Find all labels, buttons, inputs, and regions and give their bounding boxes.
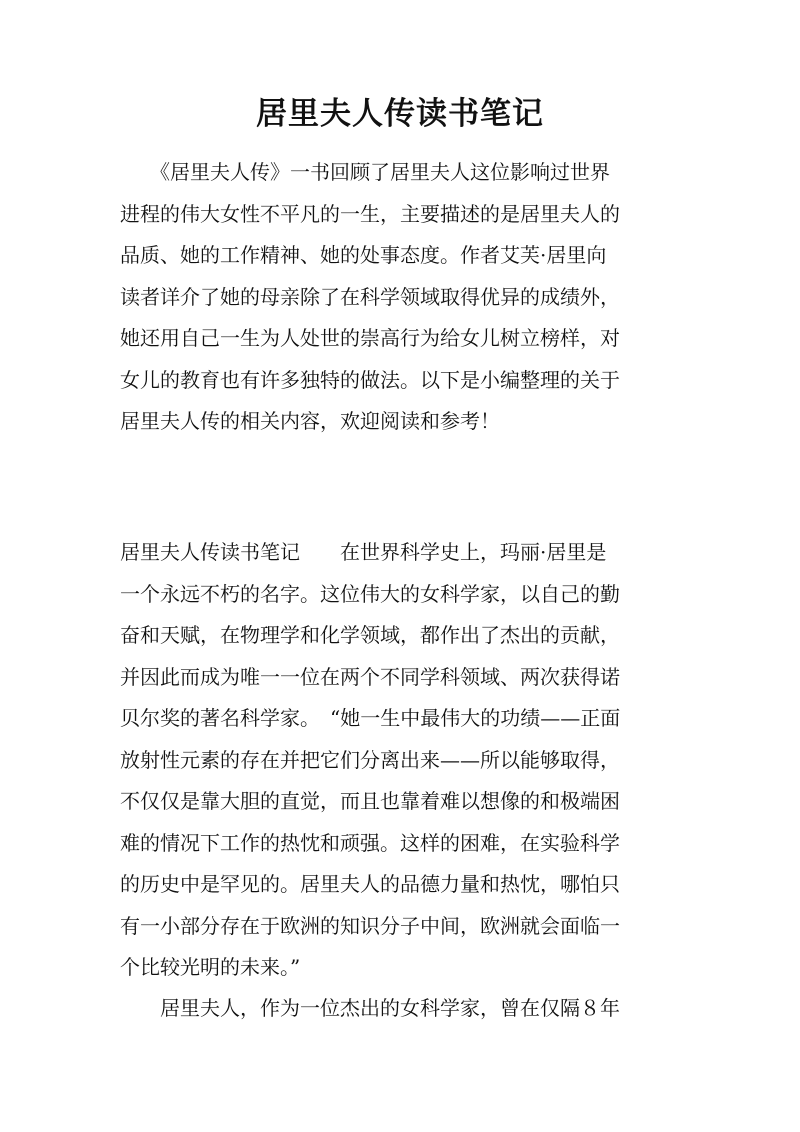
intro-paragraph: [120, 152, 660, 443]
body-paragraph: [120, 532, 660, 989]
text-line: 的历史中是罕见的。居里夫人的品德力量和热忱，哪怕只: [120, 872, 620, 896]
text-line: 不仅仅是靠大胆的直觉，而且也靠着难以想像的和极端困: [120, 789, 620, 813]
text-line: 读者详介了她的母亲除了在科学领域取得优异的成绩外，: [120, 284, 620, 309]
text-line: 品质、她的工作精神、她的处事态度。作者艾芙·居里向: [120, 243, 607, 267]
text-line: 奋和天赋，在物理学和化学领域，都作出了杰出的贡献，: [120, 623, 620, 647]
text-line: 个比较光明的未来。”: [120, 955, 301, 979]
text-line: 一个永远不朽的名字。这位伟大的女科学家，以自己的勤: [120, 581, 620, 606]
text-line: 居里夫人传的相关内容，欢迎阅读和参考！: [120, 409, 500, 433]
next-paragraph: [120, 988, 660, 1030]
text-line: 并因此而成为唯一一位在两个不同学科领域、两次获得诺: [120, 664, 620, 689]
text-line: 放射性元素的存在并把它们分离出来——所以能够取得，: [120, 747, 620, 772]
text-line: 难的情况下工作的热忱和顽强。这样的困难，在实验科学: [120, 830, 620, 855]
text-line: 进程的伟大女性不平凡的一生，主要描述的是居里夫人的: [120, 201, 620, 226]
text-line: 居里夫人，作为一位杰出的女科学家，曾在仅隔８年: [120, 996, 620, 1020]
text-line: 女儿的教育也有许多独特的做法。以下是小编整理的关于: [120, 367, 620, 392]
text-line: 贝尔奖的著名科学家。 “她一生中最伟大的功绩——正面: [120, 706, 621, 730]
text-line: 她还用自己一生为人处世的崇高行为给女儿树立榜样，对: [120, 326, 620, 350]
document-title: 居里夫人传读书笔记: [256, 96, 544, 132]
text-line: 居里夫人传读书笔记 在世界科学史上，玛丽·居里是: [120, 540, 607, 564]
text-line: 有一小部分存在于欧洲的知识分子中间，欧洲就会面临一: [120, 913, 620, 938]
text-line: 《居里夫人传》一书回顾了居里夫人这位影响过世界: [120, 160, 610, 184]
